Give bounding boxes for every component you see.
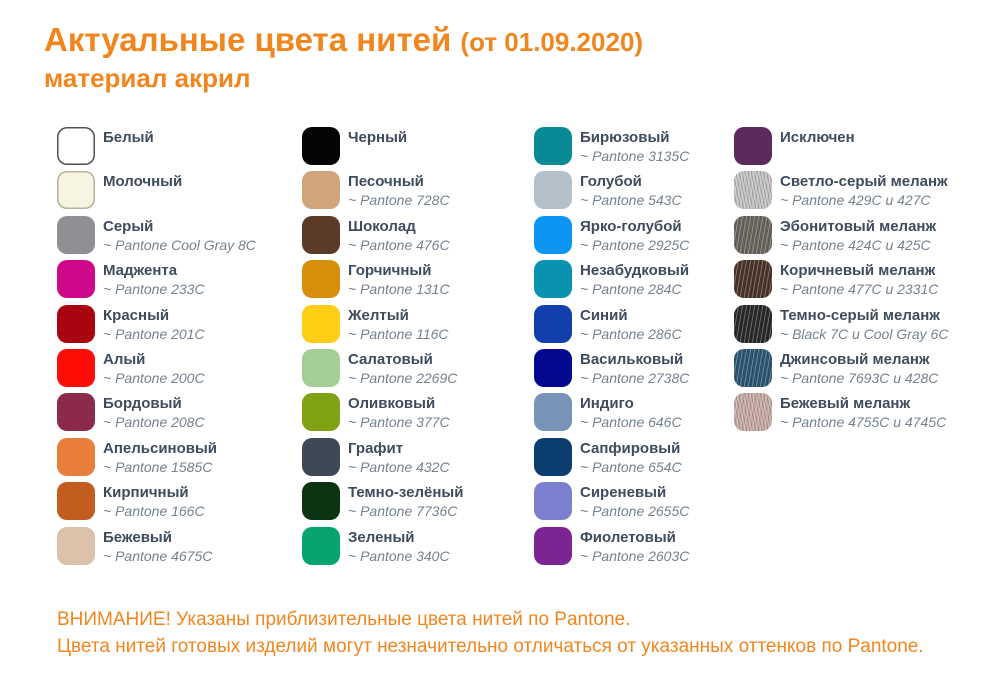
color-item bbox=[534, 438, 734, 482]
color-name: Желтый bbox=[348, 306, 409, 324]
color-labels bbox=[103, 349, 205, 388]
color-name: Темно-зелёный bbox=[348, 484, 464, 502]
color-pantone: ~ Pantone Cool Gray 8C bbox=[103, 236, 256, 253]
color-pantone: ~ Pantone 166C bbox=[103, 503, 205, 520]
color-swatch bbox=[734, 127, 772, 165]
color-pantone: ~ Pantone 201C bbox=[103, 325, 205, 342]
color-labels bbox=[580, 527, 689, 566]
color-swatch bbox=[734, 349, 772, 387]
color-name: Белый bbox=[103, 129, 154, 146]
color-labels bbox=[580, 260, 689, 299]
color-item bbox=[57, 438, 302, 482]
color-swatch bbox=[57, 216, 95, 254]
color-item bbox=[57, 260, 302, 304]
page-subtitle: материал акрил bbox=[44, 62, 251, 93]
color-name: Синий bbox=[580, 306, 628, 324]
color-swatch bbox=[57, 482, 95, 520]
color-name: Бежевый bbox=[103, 528, 172, 546]
color-name: Ярко-голубой bbox=[580, 217, 682, 235]
color-name: Песочный bbox=[348, 173, 424, 191]
color-pantone: ~ Pantone 728C bbox=[348, 192, 450, 209]
color-name: Бирюзовый bbox=[580, 129, 670, 146]
color-swatch bbox=[57, 171, 95, 209]
color-item bbox=[734, 349, 1000, 393]
color-labels bbox=[580, 393, 682, 432]
color-labels bbox=[580, 216, 689, 255]
color-item bbox=[302, 127, 534, 171]
color-pantone: ~ Pantone 429C и 427C bbox=[780, 192, 931, 209]
color-pantone: ~ Pantone 233C bbox=[103, 281, 205, 298]
color-item bbox=[534, 216, 734, 260]
color-name: Салатовый bbox=[348, 350, 433, 368]
color-name: Графит bbox=[348, 439, 404, 457]
color-labels bbox=[348, 482, 463, 521]
color-name: Черный bbox=[348, 129, 408, 146]
color-swatch bbox=[734, 393, 772, 431]
color-labels bbox=[103, 216, 256, 255]
color-pantone: ~ Pantone 208C bbox=[103, 414, 205, 431]
color-name: Индиго bbox=[580, 395, 634, 413]
color-labels bbox=[348, 216, 450, 255]
color-name: Сапфировый bbox=[580, 439, 681, 457]
color-swatch bbox=[302, 171, 340, 209]
color-name: Оливковый bbox=[348, 395, 436, 413]
color-labels bbox=[103, 260, 205, 299]
color-name: Серый bbox=[103, 217, 154, 235]
color-item bbox=[57, 482, 302, 526]
color-item bbox=[734, 171, 1000, 215]
color-pantone: ~ Pantone 1585C bbox=[103, 458, 213, 475]
color-item bbox=[534, 171, 734, 215]
color-item bbox=[57, 216, 302, 260]
color-name: Бордовый bbox=[103, 395, 182, 413]
color-swatch bbox=[302, 216, 340, 254]
color-labels bbox=[580, 171, 682, 210]
color-labels bbox=[348, 527, 450, 566]
color-labels bbox=[348, 171, 450, 210]
color-pantone: ~ Pantone 476C bbox=[348, 236, 450, 253]
color-item bbox=[734, 127, 1000, 171]
color-labels bbox=[348, 127, 407, 147]
color-item bbox=[57, 393, 302, 437]
color-item bbox=[534, 527, 734, 571]
color-labels bbox=[348, 349, 457, 388]
color-swatch bbox=[57, 260, 95, 298]
color-item bbox=[302, 438, 534, 482]
page-title bbox=[44, 22, 643, 59]
color-item bbox=[734, 393, 1000, 437]
color-pantone: ~ Pantone 432C bbox=[348, 458, 450, 475]
color-item bbox=[534, 127, 734, 171]
color-name: Коричневый меланж bbox=[780, 262, 936, 280]
color-swatch bbox=[302, 349, 340, 387]
color-column-3 bbox=[534, 127, 734, 571]
color-name: Маджента bbox=[103, 262, 178, 280]
color-pantone: ~ Pantone 2655C bbox=[580, 503, 690, 520]
title-block bbox=[44, 22, 643, 94]
footer-warning-line1: ВНИМАНИЕ! Указаны приблизительные цвета нитей по Pantone. bbox=[57, 609, 631, 630]
color-labels bbox=[103, 527, 212, 566]
color-swatch bbox=[57, 305, 95, 343]
page-title-main: Актуальные цвета нитей bbox=[44, 21, 461, 58]
color-item bbox=[302, 482, 534, 526]
color-item bbox=[534, 393, 734, 437]
color-swatch bbox=[534, 438, 572, 476]
color-pantone: ~ Pantone 654C bbox=[580, 458, 682, 475]
page-title-date: (от 01.09.2020) bbox=[460, 27, 644, 57]
color-name: Кирпичный bbox=[103, 484, 189, 502]
footer-warning-line2: Цвета нитей готовых изделий могут незначительно отличаться от указанных оттенков по Pantone. bbox=[57, 636, 924, 657]
color-pantone: ~ Pantone 477C и 2331C bbox=[780, 281, 939, 298]
color-pantone: ~ Pantone 284C bbox=[580, 281, 682, 298]
color-name: Джинсовый меланж bbox=[780, 350, 930, 368]
color-swatch bbox=[534, 260, 572, 298]
color-labels bbox=[103, 438, 217, 477]
color-name: Фиолетовый bbox=[580, 528, 676, 546]
color-swatch bbox=[734, 216, 772, 254]
color-pantone: ~ Pantone 7736C bbox=[348, 503, 458, 520]
color-swatch bbox=[302, 438, 340, 476]
color-item bbox=[734, 305, 1000, 349]
color-swatch bbox=[534, 127, 572, 165]
color-swatch bbox=[534, 393, 572, 431]
color-labels bbox=[780, 393, 946, 432]
color-pantone: ~ Pantone 377C bbox=[348, 414, 450, 431]
color-name: Сиреневый bbox=[580, 484, 667, 502]
color-item bbox=[302, 260, 534, 304]
color-labels bbox=[780, 349, 938, 388]
color-pantone: ~ Pantone 2269C bbox=[348, 369, 458, 386]
color-labels bbox=[103, 127, 154, 147]
color-labels bbox=[780, 260, 938, 299]
color-pantone: ~ Pantone 131C bbox=[348, 281, 450, 298]
color-swatch bbox=[534, 527, 572, 565]
color-item bbox=[57, 527, 302, 571]
color-labels bbox=[103, 171, 182, 191]
color-labels bbox=[103, 482, 205, 521]
color-item bbox=[734, 216, 1000, 260]
color-swatch bbox=[57, 393, 95, 431]
color-name: Апельсиновый bbox=[103, 439, 218, 457]
color-item bbox=[302, 393, 534, 437]
color-swatch bbox=[734, 260, 772, 298]
color-item bbox=[57, 171, 302, 215]
color-swatch bbox=[57, 349, 95, 387]
color-name: Васильковый bbox=[580, 350, 684, 368]
color-swatch bbox=[302, 527, 340, 565]
color-name: Голубой bbox=[580, 173, 642, 191]
color-labels bbox=[580, 482, 689, 521]
color-name: Красный bbox=[103, 306, 170, 324]
color-grid bbox=[57, 127, 1000, 571]
color-swatch bbox=[302, 127, 340, 165]
color-item bbox=[57, 305, 302, 349]
color-labels bbox=[780, 305, 948, 344]
footer-warning bbox=[57, 606, 924, 660]
color-item bbox=[534, 349, 734, 393]
color-labels bbox=[580, 305, 682, 344]
color-pantone: ~ Black 7C и Cool Gray 6C bbox=[780, 325, 949, 342]
color-swatch bbox=[302, 393, 340, 431]
color-item bbox=[534, 305, 734, 349]
color-labels bbox=[580, 127, 689, 166]
color-labels bbox=[780, 127, 855, 147]
color-swatch bbox=[57, 527, 95, 565]
color-pantone: ~ Pantone 286C bbox=[580, 325, 682, 342]
color-pantone: ~ Pantone 2925C bbox=[580, 236, 690, 253]
color-name: Бежевый меланж bbox=[780, 395, 911, 413]
color-item bbox=[302, 216, 534, 260]
color-swatch bbox=[57, 438, 95, 476]
color-swatch bbox=[534, 216, 572, 254]
color-item bbox=[734, 260, 1000, 304]
color-pantone: ~ Pantone 4675C bbox=[103, 547, 213, 564]
color-pantone: ~ Pantone 7693C и 428C bbox=[780, 369, 939, 386]
color-labels bbox=[348, 305, 449, 344]
color-item bbox=[57, 349, 302, 393]
color-name: Незабудковый bbox=[580, 262, 690, 280]
color-column-4 bbox=[734, 127, 1000, 438]
color-name: Алый bbox=[103, 350, 146, 368]
color-swatch bbox=[534, 305, 572, 343]
color-item bbox=[534, 260, 734, 304]
color-labels bbox=[780, 216, 936, 255]
color-swatch bbox=[534, 482, 572, 520]
color-name: Исключен bbox=[780, 129, 855, 146]
color-item bbox=[302, 171, 534, 215]
color-swatch bbox=[302, 260, 340, 298]
color-labels bbox=[348, 260, 450, 299]
color-swatch bbox=[534, 349, 572, 387]
color-pantone: ~ Pantone 4755C и 4745C bbox=[780, 414, 947, 431]
color-swatch bbox=[302, 305, 340, 343]
color-labels bbox=[348, 438, 450, 477]
color-pantone: ~ Pantone 116C bbox=[348, 325, 449, 342]
color-name: Темно-серый меланж bbox=[780, 306, 940, 324]
color-column-2 bbox=[302, 127, 534, 571]
color-labels bbox=[103, 305, 205, 344]
color-pantone: ~ Pantone 3135C bbox=[580, 148, 690, 164]
color-name: Эбонитовый меланж bbox=[780, 217, 937, 235]
color-pantone: ~ Pantone 2603C bbox=[580, 547, 690, 564]
color-labels bbox=[780, 171, 948, 210]
color-swatch bbox=[57, 127, 95, 165]
color-column-1 bbox=[57, 127, 302, 571]
color-pantone: ~ Pantone 646C bbox=[580, 414, 682, 431]
color-pantone: ~ Pantone 543C bbox=[580, 192, 682, 209]
color-labels bbox=[580, 349, 689, 388]
color-pantone: ~ Pantone 340C bbox=[348, 547, 450, 564]
color-name: Шоколад bbox=[348, 217, 416, 235]
color-name: Горчичный bbox=[348, 262, 432, 280]
color-swatch bbox=[734, 171, 772, 209]
color-item bbox=[57, 127, 302, 171]
color-swatch bbox=[534, 171, 572, 209]
color-item bbox=[534, 482, 734, 526]
color-name: Светло-серый меланж bbox=[780, 173, 948, 191]
color-name: Зеленый bbox=[348, 528, 415, 546]
color-pantone: ~ Pantone 424C и 425C bbox=[780, 236, 931, 253]
color-swatch bbox=[734, 305, 772, 343]
color-name: Молочный bbox=[103, 173, 183, 191]
color-pantone: ~ Pantone 200C bbox=[103, 369, 205, 386]
color-labels bbox=[103, 393, 205, 432]
color-labels bbox=[348, 393, 450, 432]
color-item bbox=[302, 349, 534, 393]
color-pantone: ~ Pantone 2738C bbox=[580, 369, 690, 386]
color-item bbox=[302, 305, 534, 349]
color-swatch bbox=[302, 482, 340, 520]
color-labels bbox=[580, 438, 682, 477]
color-item bbox=[302, 527, 534, 571]
